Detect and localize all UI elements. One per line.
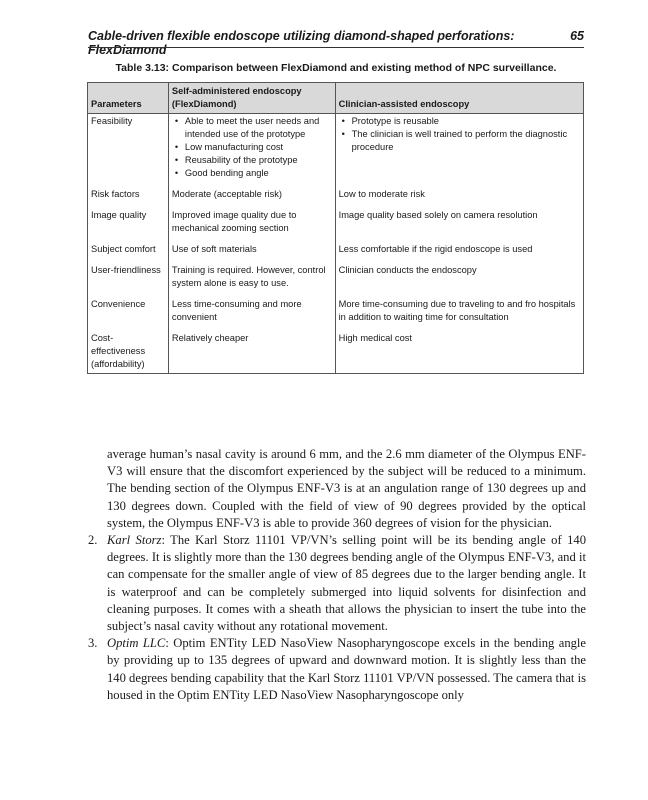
running-title: Cable-driven flexible endoscope utilizing diamond-shaped perforations: FlexDiamond: [88, 29, 515, 57]
row-parameter: Image quality: [88, 208, 169, 242]
comparison-table: [87, 82, 584, 374]
list-item: [88, 635, 586, 704]
clinician-cell: More time-consuming due to traveling to and fro hospitals in addition to waiting time for consultation: [335, 297, 583, 331]
flexdiamond-cell: [168, 114, 335, 188]
row-parameter: Feasibility: [88, 114, 169, 188]
list-item: • Low manufacturing cost: [172, 141, 332, 154]
body-text: [88, 446, 586, 704]
clinician-cell: Clinician conducts the endoscopy: [335, 263, 583, 297]
item-text: : The Karl Storz 11101 VP/VN’s selling point will be its bending angle of 140 degrees. It is slightly more than the 130 degrees bending angle of the Olympus ENF-V3, and it can compensate for the smaller angle of view of 85 degrees due to the larger bending angle. It is waterproof and can be completely submerged into liquid solvents for disinfection and cleaning purposes. It comes with a sheath that allows the physician to insert the tube into the subject’s nasal cavity without any rotational movement.: [107, 533, 586, 634]
list-item: • The clinician is well trained to perform the diagnostic procedure: [339, 128, 580, 154]
flexdiamond-cell: Less time-consuming and more convenient: [168, 297, 335, 331]
clinician-cell: [335, 114, 583, 188]
row-parameter: Subject comfort: [88, 242, 169, 263]
clinician-cell: Image quality based solely on camera resolution: [335, 208, 583, 242]
table-caption: Table 3.13: Comparison between FlexDiamond and existing method of NPC surveillance.: [115, 62, 557, 74]
row-parameter: Cost-effectiveness (affordability): [88, 331, 169, 374]
flexdiamond-cell: Relatively cheaper: [168, 331, 335, 374]
table-row: [88, 114, 584, 188]
column-header: Clinician-assisted endoscopy: [335, 83, 583, 114]
item-number: 2.: [88, 533, 98, 548]
bullet-list: [172, 115, 332, 180]
header-rule: [88, 47, 584, 48]
table-header-row: [88, 83, 584, 114]
list-item: • Able to meet the user needs and intended use of the prototype: [172, 115, 332, 141]
row-parameter: Risk factors: [88, 187, 169, 208]
table-row: [88, 208, 584, 242]
running-header: [88, 29, 584, 57]
page-number: 65: [570, 29, 584, 43]
clinician-cell: Low to moderate risk: [335, 187, 583, 208]
table-row: [88, 297, 584, 331]
table-row: [88, 187, 584, 208]
bullet-list: [339, 115, 580, 154]
clinician-cell: Less comfortable if the rigid endoscope is used: [335, 242, 583, 263]
flexdiamond-cell: Moderate (acceptable risk): [168, 187, 335, 208]
row-parameter: Convenience: [88, 297, 169, 331]
list-item: [88, 532, 586, 635]
clinician-cell: High medical cost: [335, 331, 583, 374]
table-row: [88, 242, 584, 263]
table-row: [88, 263, 584, 297]
table-row: [88, 331, 584, 374]
column-header: Parameters: [88, 83, 169, 114]
item-text: : Optim ENTity LED NasoView Nasopharyngoscope excels in the bending angle by providing up to 135 degrees of upward and downward motion. It is slightly less than the 140 degrees bending capability that the Karl Storz 11101 VP/VN possessed. The camera that is housed in the Optim ENTity LED NasoView Nasopharyngoscope only: [107, 636, 586, 702]
column-header: Self-administered endoscopy (FlexDiamond): [168, 83, 335, 114]
item-name: Optim LLC: [107, 636, 166, 651]
list-item: • Prototype is reusable: [339, 115, 580, 128]
row-parameter: User-friendliness: [88, 263, 169, 297]
item-number: 3.: [88, 636, 98, 651]
continuation-paragraph: average human’s nasal cavity is around 6 mm, and the 2.6 mm diameter of the Olympus ENF-V3 will ensure that the discomfort experienced by the subject will be reduced to a minimum. The bending section of the Olympus ENF-V3 is at an angulation range of 130 degrees up and 130 degrees down. Coupled with the field of view of 90 degrees provided by the optical system, the Olympus ENF-V3 is able to provide 360 degrees of vision for the physician.: [107, 447, 586, 530]
flexdiamond-cell: Improved image quality due to mechanical zooming section: [168, 208, 335, 242]
list-item: • Reusability of the prototype: [172, 154, 332, 167]
item-name: Karl Storz: [107, 533, 162, 548]
numbered-list: [88, 532, 586, 704]
list-item: • Good bending angle: [172, 167, 332, 180]
flexdiamond-cell: Use of soft materials: [168, 242, 335, 263]
flexdiamond-cell: Training is required. However, control system alone is easy to use.: [168, 263, 335, 297]
